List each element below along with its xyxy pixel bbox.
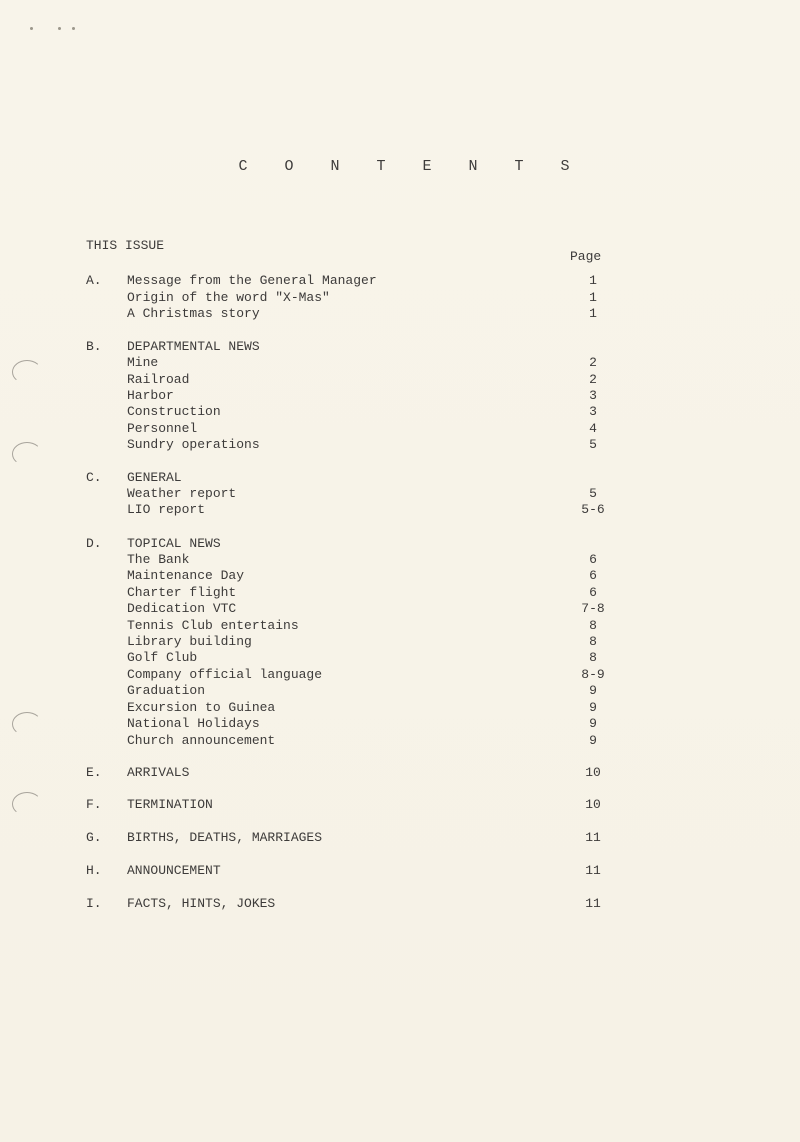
toc-entry: Charter flight bbox=[127, 585, 237, 600]
section-letter: I. bbox=[86, 896, 102, 911]
section-title: ANNOUNCEMENT bbox=[127, 863, 221, 878]
toc-page-number: 3 bbox=[589, 404, 597, 419]
toc-page-number: 10 bbox=[585, 765, 601, 780]
section-title: ARRIVALS bbox=[127, 765, 190, 780]
toc-entry: Message from the General Manager bbox=[127, 273, 377, 288]
section-title: TOPICAL NEWS bbox=[127, 536, 221, 551]
section-letter: H. bbox=[86, 863, 102, 878]
section-letter: G. bbox=[86, 830, 102, 845]
speck-mark bbox=[30, 27, 33, 30]
section-title: BIRTHS, DEATHS, MARRIAGES bbox=[127, 830, 323, 845]
section-letter: B. bbox=[86, 339, 102, 354]
section-title: FACTS, HINTS, JOKES bbox=[127, 896, 276, 911]
toc-page-number: 8 bbox=[589, 618, 597, 633]
toc-page-number: 2 bbox=[589, 372, 597, 387]
toc-page-number: 1 bbox=[589, 306, 597, 321]
punch-hole-mark bbox=[12, 792, 42, 816]
toc-page-number: 10 bbox=[585, 797, 601, 812]
section-title: DEPARTMENTAL NEWS bbox=[127, 339, 260, 354]
page-title: C O N T E N T S bbox=[238, 158, 584, 175]
section-letter: F. bbox=[86, 797, 102, 812]
speck-mark bbox=[58, 27, 61, 30]
toc-page-number: 11 bbox=[585, 863, 601, 878]
toc-page-number: 8-9 bbox=[581, 667, 605, 682]
toc-page-number: 6 bbox=[589, 552, 597, 567]
toc-page-number: 7-8 bbox=[581, 601, 605, 616]
toc-page-number: 11 bbox=[585, 896, 601, 911]
toc-entry: A Christmas story bbox=[127, 306, 260, 321]
toc-entry: Graduation bbox=[127, 683, 206, 698]
section-letter: D. bbox=[86, 536, 102, 551]
section-letter: E. bbox=[86, 765, 102, 780]
toc-entry: Church announcement bbox=[127, 733, 276, 748]
section-title: GENERAL bbox=[127, 470, 182, 485]
punch-hole-mark bbox=[12, 712, 42, 736]
toc-entry: Weather report bbox=[127, 486, 237, 501]
toc-entry: National Holidays bbox=[127, 716, 260, 731]
speck-mark bbox=[72, 27, 75, 30]
toc-entry: The Bank bbox=[127, 552, 190, 567]
toc-entry: Library building bbox=[127, 634, 252, 649]
section-title: TERMINATION bbox=[127, 797, 213, 812]
section-letter: A. bbox=[86, 273, 102, 288]
toc-page-number: 1 bbox=[589, 290, 597, 305]
toc-page-number: 9 bbox=[589, 733, 597, 748]
toc-page-number: 2 bbox=[589, 355, 597, 370]
toc-entry: LIO report bbox=[127, 502, 206, 517]
section-letter: C. bbox=[86, 470, 102, 485]
toc-entry: Dedication VTC bbox=[127, 601, 237, 616]
toc-page-number: 3 bbox=[589, 388, 597, 403]
toc-entry: Sundry operations bbox=[127, 437, 260, 452]
toc-entry: Harbor bbox=[127, 388, 174, 403]
punch-hole-mark bbox=[12, 442, 42, 466]
toc-page-number: 11 bbox=[585, 830, 601, 845]
toc-page-number: 5-6 bbox=[581, 502, 605, 517]
toc-entry: Construction bbox=[127, 404, 221, 419]
toc-entry: Excursion to Guinea bbox=[127, 700, 276, 715]
toc-entry: Golf Club bbox=[127, 650, 198, 665]
this-issue-heading: THIS ISSUE bbox=[86, 238, 165, 253]
toc-page-number: 5 bbox=[589, 437, 597, 452]
toc-page-number: 4 bbox=[589, 421, 597, 436]
punch-hole-mark bbox=[12, 360, 42, 384]
toc-entry: Railroad bbox=[127, 372, 190, 387]
toc-page-number: 5 bbox=[589, 486, 597, 501]
toc-entry: Maintenance Day bbox=[127, 568, 245, 583]
toc-page-number: 8 bbox=[589, 650, 597, 665]
page-column-heading: Page bbox=[570, 249, 602, 264]
toc-entry: Personnel bbox=[127, 421, 198, 436]
toc-page-number: 9 bbox=[589, 716, 597, 731]
toc-entry: Origin of the word "X-Mas" bbox=[127, 290, 330, 305]
toc-page-number: 6 bbox=[589, 585, 597, 600]
toc-entry: Tennis Club entertains bbox=[127, 618, 299, 633]
toc-entry: Mine bbox=[127, 355, 159, 370]
toc-page-number: 8 bbox=[589, 634, 597, 649]
toc-page-number: 6 bbox=[589, 568, 597, 583]
toc-page-number: 1 bbox=[589, 273, 597, 288]
toc-page-number: 9 bbox=[589, 683, 597, 698]
toc-entry: Company official language bbox=[127, 667, 323, 682]
toc-page-number: 9 bbox=[589, 700, 597, 715]
